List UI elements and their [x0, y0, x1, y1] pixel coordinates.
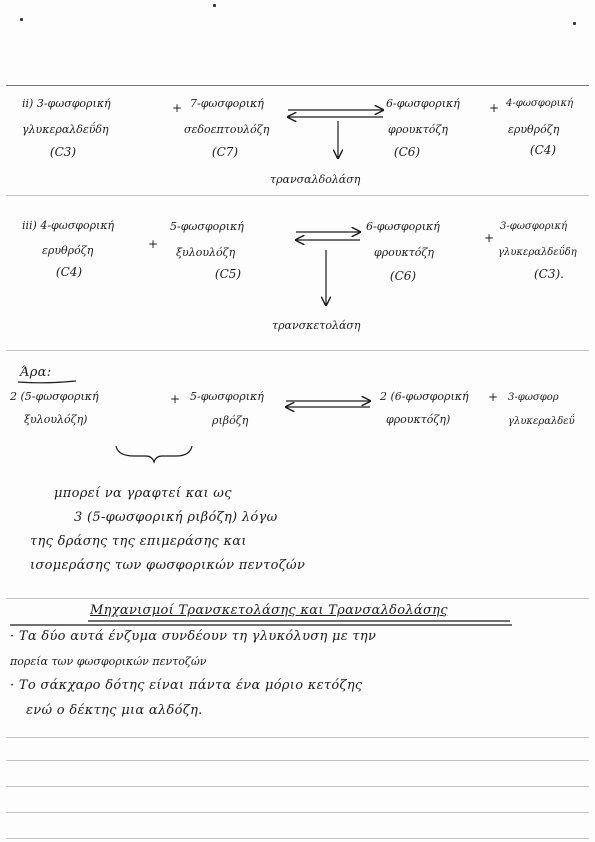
summary-equilibrium-arrow [286, 401, 370, 407]
ruled-line [6, 812, 589, 813]
reaction-iii-product-1-line-2: φρουκτόζη [374, 246, 434, 259]
reaction-iii-equilibrium-arrow [296, 232, 360, 240]
ruled-line [6, 195, 589, 196]
ruled-line [6, 350, 589, 351]
summary-heading-underline [18, 381, 76, 383]
summary-note-line-2: 3 (5-φωσφορική ριβόζη) λόγω [74, 510, 278, 525]
reaction-iii-plus-1: + [148, 237, 159, 251]
reaction-ii-product-2-carbons: (C4) [529, 143, 557, 157]
summary-reactant-1-line-1: 2 (5-φωσφορική [10, 390, 99, 403]
reaction-iii-reactant-1-line-2: ερυθρόζη [42, 244, 94, 257]
reaction-iii-product-1-carbons: (C6) [389, 269, 417, 283]
reaction-iii-reactant-1-carbons: (C4) [55, 265, 83, 279]
summary-note-line-4: ισομεράσης των φωσφορικών πεντοζών [30, 558, 306, 573]
summary-brace [116, 446, 192, 462]
summary-reactant-1-line-2: ξυλουλόζη) [24, 413, 88, 426]
page-edge-mark [573, 22, 576, 25]
reaction-ii-plus-1: + [172, 101, 183, 115]
ruled-line [6, 786, 589, 787]
reaction-ii-product-1-line-2: φρουκτόζη [388, 123, 448, 136]
reaction-iii-reactant-2-line-2: ξυλουλόζη [176, 246, 236, 259]
ruled-line [6, 838, 589, 839]
summary-product-2-line-1: 3-φωσφορ [508, 392, 559, 403]
summary-plus-2: + [488, 390, 499, 404]
reaction-ii-reactant-1-line-2: γλυκεραλδεΰδη [22, 123, 109, 136]
reaction-iii-product-2-line-1: 3-φωσφορική [500, 221, 568, 232]
summary-plus-1: + [170, 392, 181, 406]
ruled-line [6, 760, 589, 761]
summary-note-line-1: μπορεί να γραφτεί και ως [54, 486, 232, 501]
reaction-ii-product-2-line-2: ερυθρόζη [508, 123, 560, 136]
reaction-iii-plus-2: + [484, 231, 495, 245]
reaction-ii-enzyme: τρανσαλδολάση [270, 173, 361, 186]
mechanisms-bullet-1-line-2: πορεία των φωσφορικών πεντοζών [10, 655, 207, 668]
mechanisms-bullet-1-line-1: · Τα δύο αυτά ένζυμα συνδέουν τη γλυκόλυση με την [10, 629, 377, 644]
reaction-ii-reactant-1-carbons: (C3) [49, 145, 77, 159]
mechanisms-title-underline [10, 621, 512, 625]
reaction-ii-reactant-2-line-1: 7-φωσφορική [190, 97, 264, 110]
summary-note-line-3: της δράσης της επιμεράσης και [30, 534, 247, 549]
mechanisms-bullet-2-line-1: · Το σάκχαρο δότης είναι πάντα ένα μόριο κετόζης [10, 678, 363, 693]
reaction-ii-plus-2: + [489, 101, 500, 115]
ruled-line [6, 598, 589, 599]
reaction-iii-reactant-2-line-1: 5-φωσφορική [170, 220, 244, 233]
page-edge-mark [213, 4, 216, 7]
reaction-iii-reactant-1-line-1: iii) 4-φωσφορική [22, 219, 115, 232]
summary-reactant-2-line-2: ριβόζη [212, 414, 249, 427]
summary-product-1-line-2: φρουκτόζη) [386, 413, 451, 426]
ruled-line [6, 737, 589, 738]
reaction-ii-reactant-1-line-1: ii) 3-φωσφορική [22, 97, 111, 110]
reaction-ii-product-1-carbons: (C6) [393, 145, 421, 159]
reaction-iii-enzyme: τρανσκετολάση [272, 319, 361, 332]
mechanisms-bullet-2-line-2: ενώ ο δέκτης μια αλδόζη. [26, 703, 203, 718]
page-top-rule [6, 85, 589, 86]
reaction-iii-product-2-carbons: (C3). [534, 267, 564, 281]
reaction-iii-product-1-line-1: 6-φωσφορική [366, 220, 440, 233]
reaction-ii-reactant-2-line-2: σεδοεπτουλόζη [184, 123, 270, 136]
summary-reactant-2-line-1: 5-φωσφορική [190, 390, 264, 403]
summary-product-2-line-2: γλυκεραλδεΰ [508, 416, 575, 427]
reaction-ii-equilibrium-arrow [288, 110, 383, 117]
page-edge-mark [20, 18, 23, 21]
reaction-ii-product-1-line-1: 6-φωσφορική [386, 97, 460, 110]
reaction-ii-product-2-line-1: 4-φωσφορική [506, 98, 574, 109]
mechanisms-title: Μηχανισμοί Τρανσκετολάσης και Τρανσαλδολάσης [90, 603, 448, 618]
reaction-iii-product-2-line-2: γλυκεραλδεΰδη [498, 247, 577, 258]
summary-heading: Άρα: [20, 365, 52, 380]
summary-product-1-line-1: 2 (6-φωσφορική [380, 390, 469, 403]
reaction-ii-reactant-2-carbons: (C7) [211, 145, 239, 159]
reaction-iii-reactant-2-carbons: (C5) [214, 267, 242, 281]
